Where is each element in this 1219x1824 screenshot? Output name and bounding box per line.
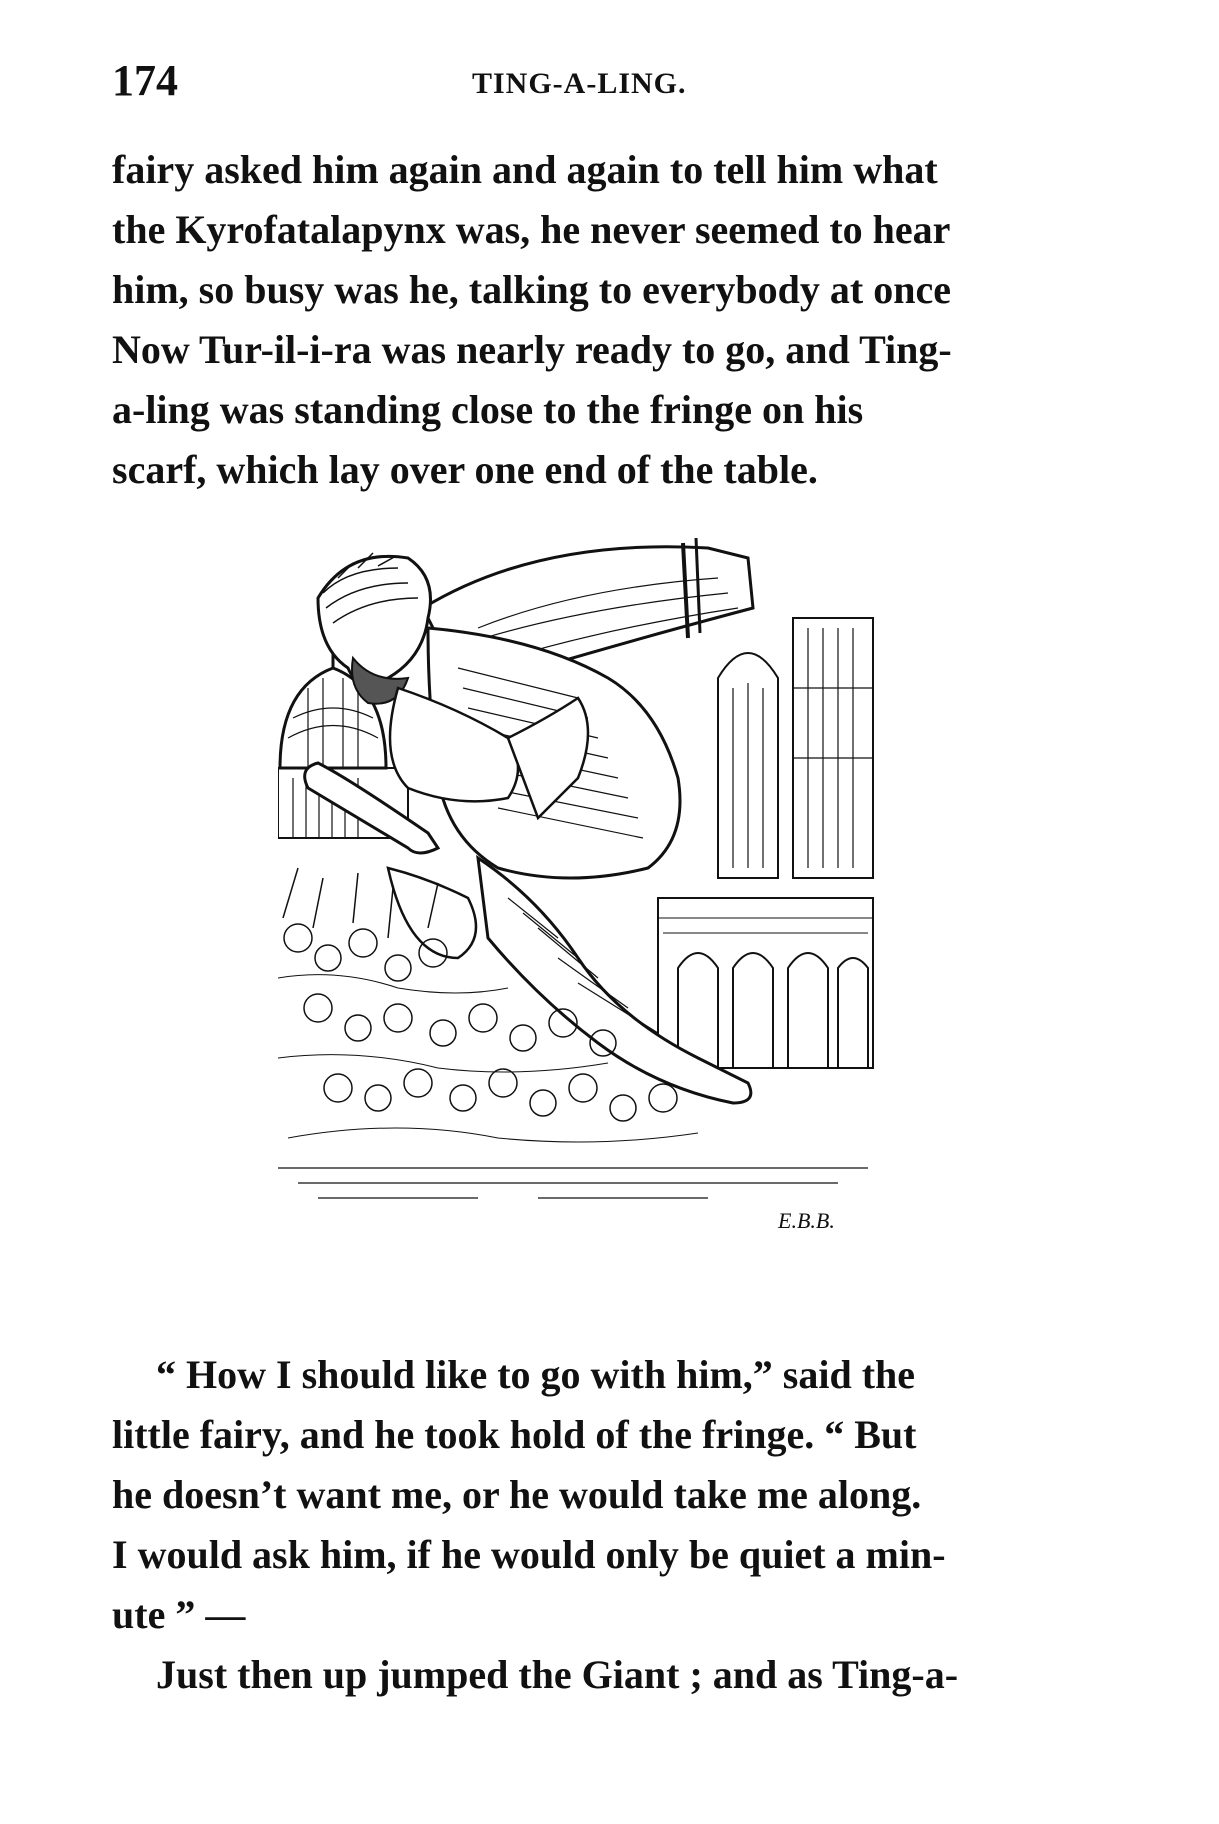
text-line: “ How I should like to go with him,” said the bbox=[156, 1352, 916, 1397]
text-line: a-ling was standing close to the fringe on his bbox=[112, 387, 864, 432]
text-line: I would ask him, if he would only be quiet a min- bbox=[112, 1532, 946, 1577]
paragraph-2 bbox=[112, 1345, 1057, 1705]
text-line: him, so busy was he, talking to everybody at once bbox=[112, 267, 951, 312]
text-line: he doesn’t want me, or he would take me along. bbox=[112, 1472, 922, 1517]
text-line: the Kyrofatalapynx was, he never seemed to hear bbox=[112, 207, 951, 252]
illustration-signature: E.B.B. bbox=[778, 1208, 835, 1233]
page-number: 174 bbox=[112, 56, 178, 105]
paragraph-1 bbox=[112, 140, 1057, 500]
giant-illustration bbox=[278, 538, 878, 1290]
text-line: Now Tur-il-i-ra was nearly ready to go, and Ting- bbox=[112, 327, 952, 372]
running-head bbox=[112, 55, 1062, 107]
text-line: Just then up jumped the Giant ; and as Ting-a- bbox=[156, 1652, 959, 1697]
text-line: fairy asked him again and again to tell him what bbox=[112, 147, 938, 192]
running-title: TING-A-LING. bbox=[472, 67, 687, 100]
text-line: ute ” — bbox=[112, 1592, 246, 1637]
text-line: little fairy, and he took hold of the fringe. “ But bbox=[112, 1412, 917, 1457]
text-line: scarf, which lay over one end of the table. bbox=[112, 447, 818, 492]
